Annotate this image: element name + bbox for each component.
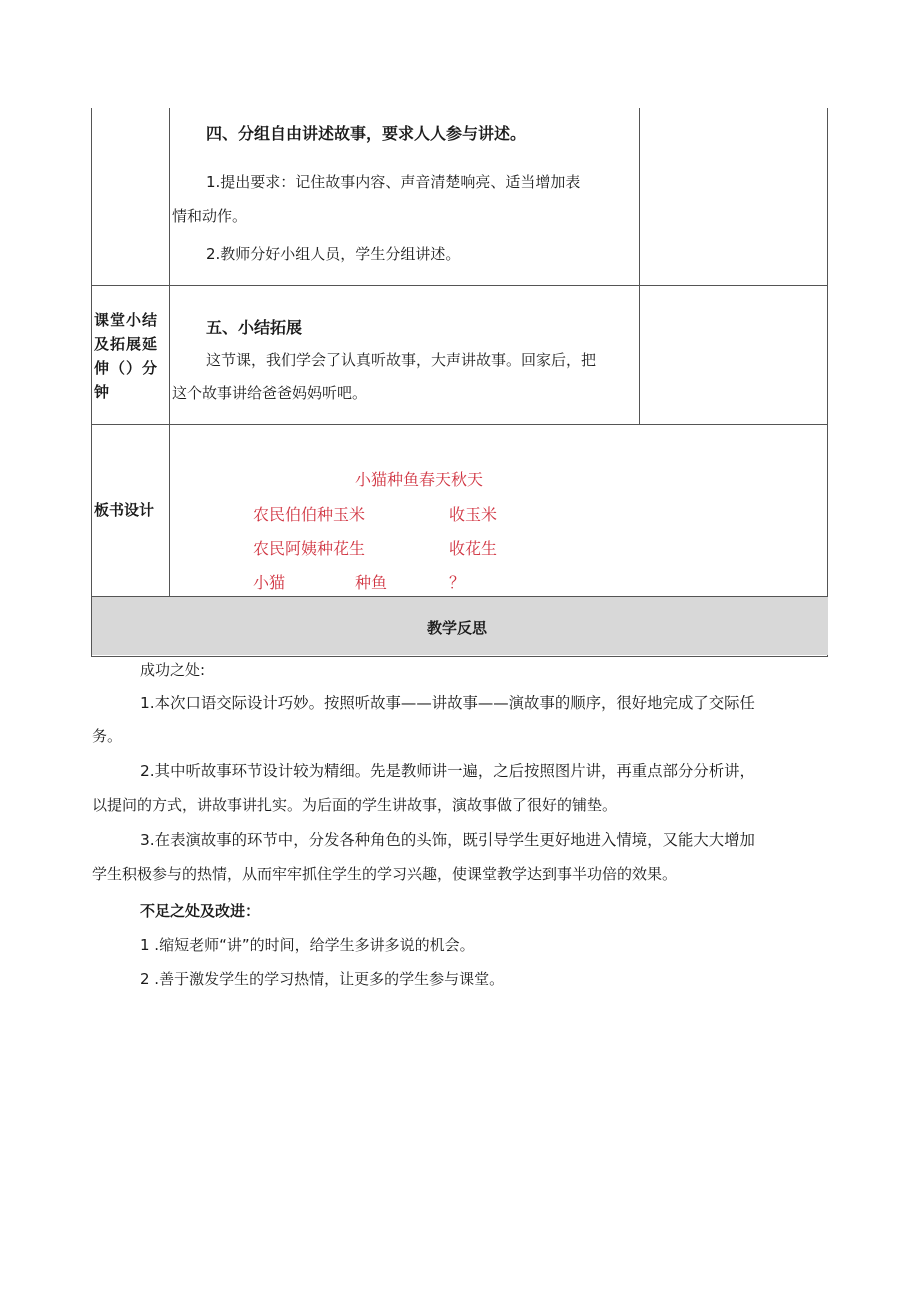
summary-side-label [94, 308, 168, 404]
section4-heading: 四、分组自由讲述故事，要求人人参与讲述。 [206, 124, 527, 143]
summary-side-label-4: 钟 [94, 383, 111, 401]
row-divider-3 [91, 596, 828, 597]
table-border-left [91, 108, 92, 657]
section4-item1-line2: 情和动作。 [172, 207, 248, 225]
success-p2-line2: 以提问的方式，讲故事讲扎实。为后面的学生讲故事，演故事做了很好的铺垫。 [92, 796, 618, 814]
success-heading: 成功之处: [140, 661, 206, 679]
board-last-b: 种鱼 [355, 573, 388, 592]
board-side-label: 板书设计 [94, 501, 155, 519]
section4-item1-line1: 1.提出要求：记住故事内容、声音清楚响亮、适当增加表 [206, 173, 581, 191]
board-last-c: ？ [449, 573, 466, 592]
success-p1-line2: 务。 [92, 727, 123, 745]
board-row1-right: 收玉米 [449, 505, 498, 524]
summary-line1: 这节课，我们学会了认真听故事，大声讲故事。回家后，把 [206, 351, 597, 369]
board-last-a: 小猫 [253, 573, 286, 592]
column-divider-1 [169, 108, 170, 597]
board-row2-left: 农民阿姨种花生 [253, 539, 366, 558]
success-p3-line2: 学生积极参与的热情，从而牢牢抓住学生的学习兴趣，使课堂教学达到事半功倍的效果。 [92, 865, 678, 883]
shortfall-heading: 不足之处及改进： [140, 902, 261, 920]
success-p2-line1: 2.其中听故事环节设计较为精细。先是教师讲一遍，之后按照图片讲，再重点部分分析讲， [140, 762, 755, 780]
summary-side-label-2: 及拓展延 [94, 335, 159, 353]
summary-side-label-1: 课堂小结 [94, 311, 159, 329]
summary-line2: 这个故事讲给爸爸妈妈听吧。 [172, 384, 368, 402]
row-divider-1 [91, 285, 828, 286]
section4-item2: 2.教师分好小组人员，学生分组讲述。 [206, 245, 461, 263]
board-row1-left: 农民伯伯种玉米 [253, 505, 366, 524]
success-p3-line1: 3.在表演故事的环节中，分发各种角色的头饰，既引导学生更好地进入情境，又能大大增加 [140, 831, 755, 849]
success-p1-line1: 1.本次口语交际设计巧妙。按照听故事——讲故事——演故事的顺序，很好地完成了交际任 [140, 694, 755, 712]
board-row2-right: 收花生 [449, 539, 498, 558]
row-divider-2 [91, 424, 828, 425]
shortfall-item1: 1 .缩短老师“讲”的时间，给学生多讲多说的机会。 [140, 936, 475, 954]
table-border-right [827, 108, 828, 657]
column-divider-2 [639, 108, 640, 424]
reflection-band-title: 教学反思 [427, 619, 488, 637]
shortfall-item2: 2 .善于激发学生的学习热情，让更多的学生参与课堂。 [140, 970, 505, 988]
summary-heading: 五、小结拓展 [206, 318, 303, 337]
table-border-bottom [91, 656, 828, 657]
summary-side-label-3: 伸（）分 [94, 359, 159, 377]
board-title: 小猫种鱼春天秋天 [355, 470, 484, 489]
